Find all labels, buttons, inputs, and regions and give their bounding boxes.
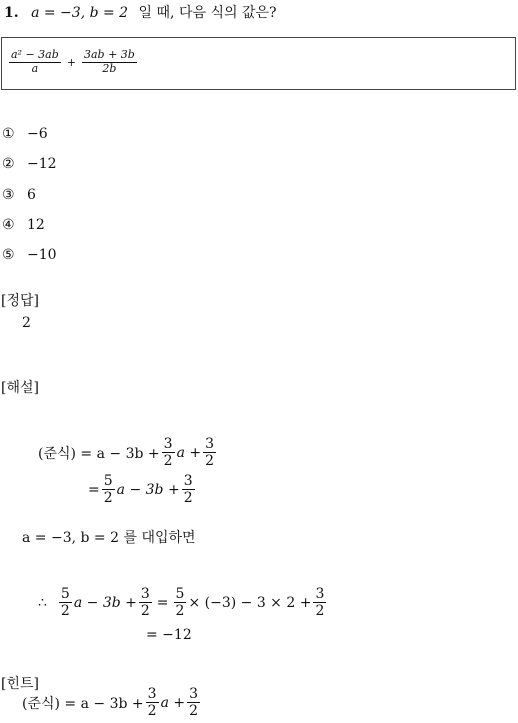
expression xyxy=(7,49,139,75)
answer-label: [정답] xyxy=(1,293,39,309)
explanation-line-1-fraction-2-denominator: 2 xyxy=(205,453,215,470)
explanation-line-1-fraction-1-numerator: 3 xyxy=(163,436,173,452)
explanation-line-3-fraction-2-denominator: 2 xyxy=(140,603,150,620)
expression-fraction-2 xyxy=(82,49,137,75)
hint-fraction-1-denominator: 2 xyxy=(147,703,157,720)
choice-3-text: 6 xyxy=(27,187,36,203)
question-number: 1. xyxy=(4,5,19,21)
question-text: 일 때, 다음 식의 값은? xyxy=(138,5,277,21)
explanation-substitute: a = −3, b = 2 를 대입하면 xyxy=(22,530,196,546)
hint-mid: a + xyxy=(160,694,186,711)
explanation-label: [해설] xyxy=(1,380,39,396)
expression-fraction-1-denominator: a xyxy=(31,61,39,75)
explanation-line-2-fraction-1 xyxy=(102,473,115,506)
explanation-line-2-mid: a − 3b + xyxy=(116,481,180,498)
hint-fraction-2-numerator: 3 xyxy=(189,686,199,702)
explanation-line-3-fraction-1 xyxy=(59,586,72,619)
explanation-line-3 xyxy=(38,586,328,619)
hint-label: [힌트] xyxy=(1,676,39,692)
choice-5[interactable] xyxy=(2,247,57,263)
choice-2-text: −12 xyxy=(27,156,57,172)
choice-2[interactable] xyxy=(2,156,57,172)
explanation-line-3-fraction-1-numerator: 5 xyxy=(60,586,70,602)
explanation-line-3-tail: × (−3) − 3 × 2 + xyxy=(188,594,312,611)
explanation-line-2-fraction-1-denominator: 2 xyxy=(103,490,113,507)
explanation-line-4: = −12 xyxy=(146,627,192,643)
choice-1[interactable] xyxy=(2,126,48,142)
choice-5-marker: ⑤ xyxy=(2,247,15,263)
answer-value: 2 xyxy=(22,315,31,331)
explanation-line-1-fraction-2-numerator: 3 xyxy=(205,436,215,452)
explanation-line-3-fraction-2 xyxy=(139,586,152,619)
explanation-line-3-fraction-3-numerator: 5 xyxy=(175,586,185,602)
expression-fraction-2-numerator: 3ab + 3b xyxy=(84,48,135,61)
explanation-line-1-fraction-1 xyxy=(162,436,175,469)
choice-1-marker: ① xyxy=(2,126,15,142)
explanation-line-1-fraction-2 xyxy=(203,436,216,469)
explanation-line-2-fraction-2 xyxy=(182,473,195,506)
hint-lhs: (준식) = a − 3b + xyxy=(22,695,144,712)
expression-fraction-1-numerator: a² − 3ab xyxy=(11,48,59,61)
hint-fraction-1-numerator: 3 xyxy=(147,686,157,702)
explanation-line-2 xyxy=(88,473,197,506)
explanation-line-3-mid: a − 3b + xyxy=(73,594,137,611)
explanation-line-3-fraction-4-numerator: 3 xyxy=(315,586,325,602)
explanation-line-2-equals: = xyxy=(88,481,100,498)
explanation-line-3-fraction-4 xyxy=(313,586,326,619)
explanation-line-3-fraction-1-denominator: 2 xyxy=(60,603,70,620)
choice-4-marker: ④ xyxy=(2,217,15,233)
explanation-line-1-fraction-1-denominator: 2 xyxy=(163,453,173,470)
explanation-line-3-fraction-3 xyxy=(174,586,187,619)
choice-3[interactable] xyxy=(2,187,36,203)
choice-1-text: −6 xyxy=(27,126,48,142)
hint-fraction-1 xyxy=(146,686,159,719)
choice-5-text: −10 xyxy=(27,247,57,263)
explanation-line-2-fraction-1-numerator: 5 xyxy=(103,473,113,489)
hint-fraction-2 xyxy=(187,686,200,719)
hint-line xyxy=(22,686,202,719)
choice-2-marker: ② xyxy=(2,156,15,172)
explanation-line-2-fraction-2-denominator: 2 xyxy=(183,490,193,507)
explanation-line-1-mid: a + xyxy=(176,444,202,461)
explanation-line-1 xyxy=(38,436,218,469)
explanation-line-1-lhs: (준식) = a − 3b + xyxy=(38,445,160,462)
explanation-line-2-fraction-2-numerator: 3 xyxy=(183,473,193,489)
explanation-line-3-fraction-3-denominator: 2 xyxy=(175,603,185,620)
expression-fraction-1 xyxy=(9,49,61,75)
explanation-line-3-fraction-2-numerator: 3 xyxy=(140,586,150,602)
expression-plus: + xyxy=(66,55,76,69)
choice-4[interactable] xyxy=(2,217,45,233)
choice-4-text: 12 xyxy=(27,217,45,233)
explanation-line-3-fraction-4-denominator: 2 xyxy=(315,603,325,620)
question-stem xyxy=(4,2,277,22)
choice-3-marker: ③ xyxy=(2,187,15,203)
question-condition: a = −3, b = 2 xyxy=(31,5,129,21)
hint-fraction-2-denominator: 2 xyxy=(189,703,199,720)
explanation-line-3-equals: = xyxy=(156,594,169,611)
therefore-symbol: ∴ xyxy=(38,594,47,611)
expression-fraction-2-denominator: 2b xyxy=(102,61,117,75)
